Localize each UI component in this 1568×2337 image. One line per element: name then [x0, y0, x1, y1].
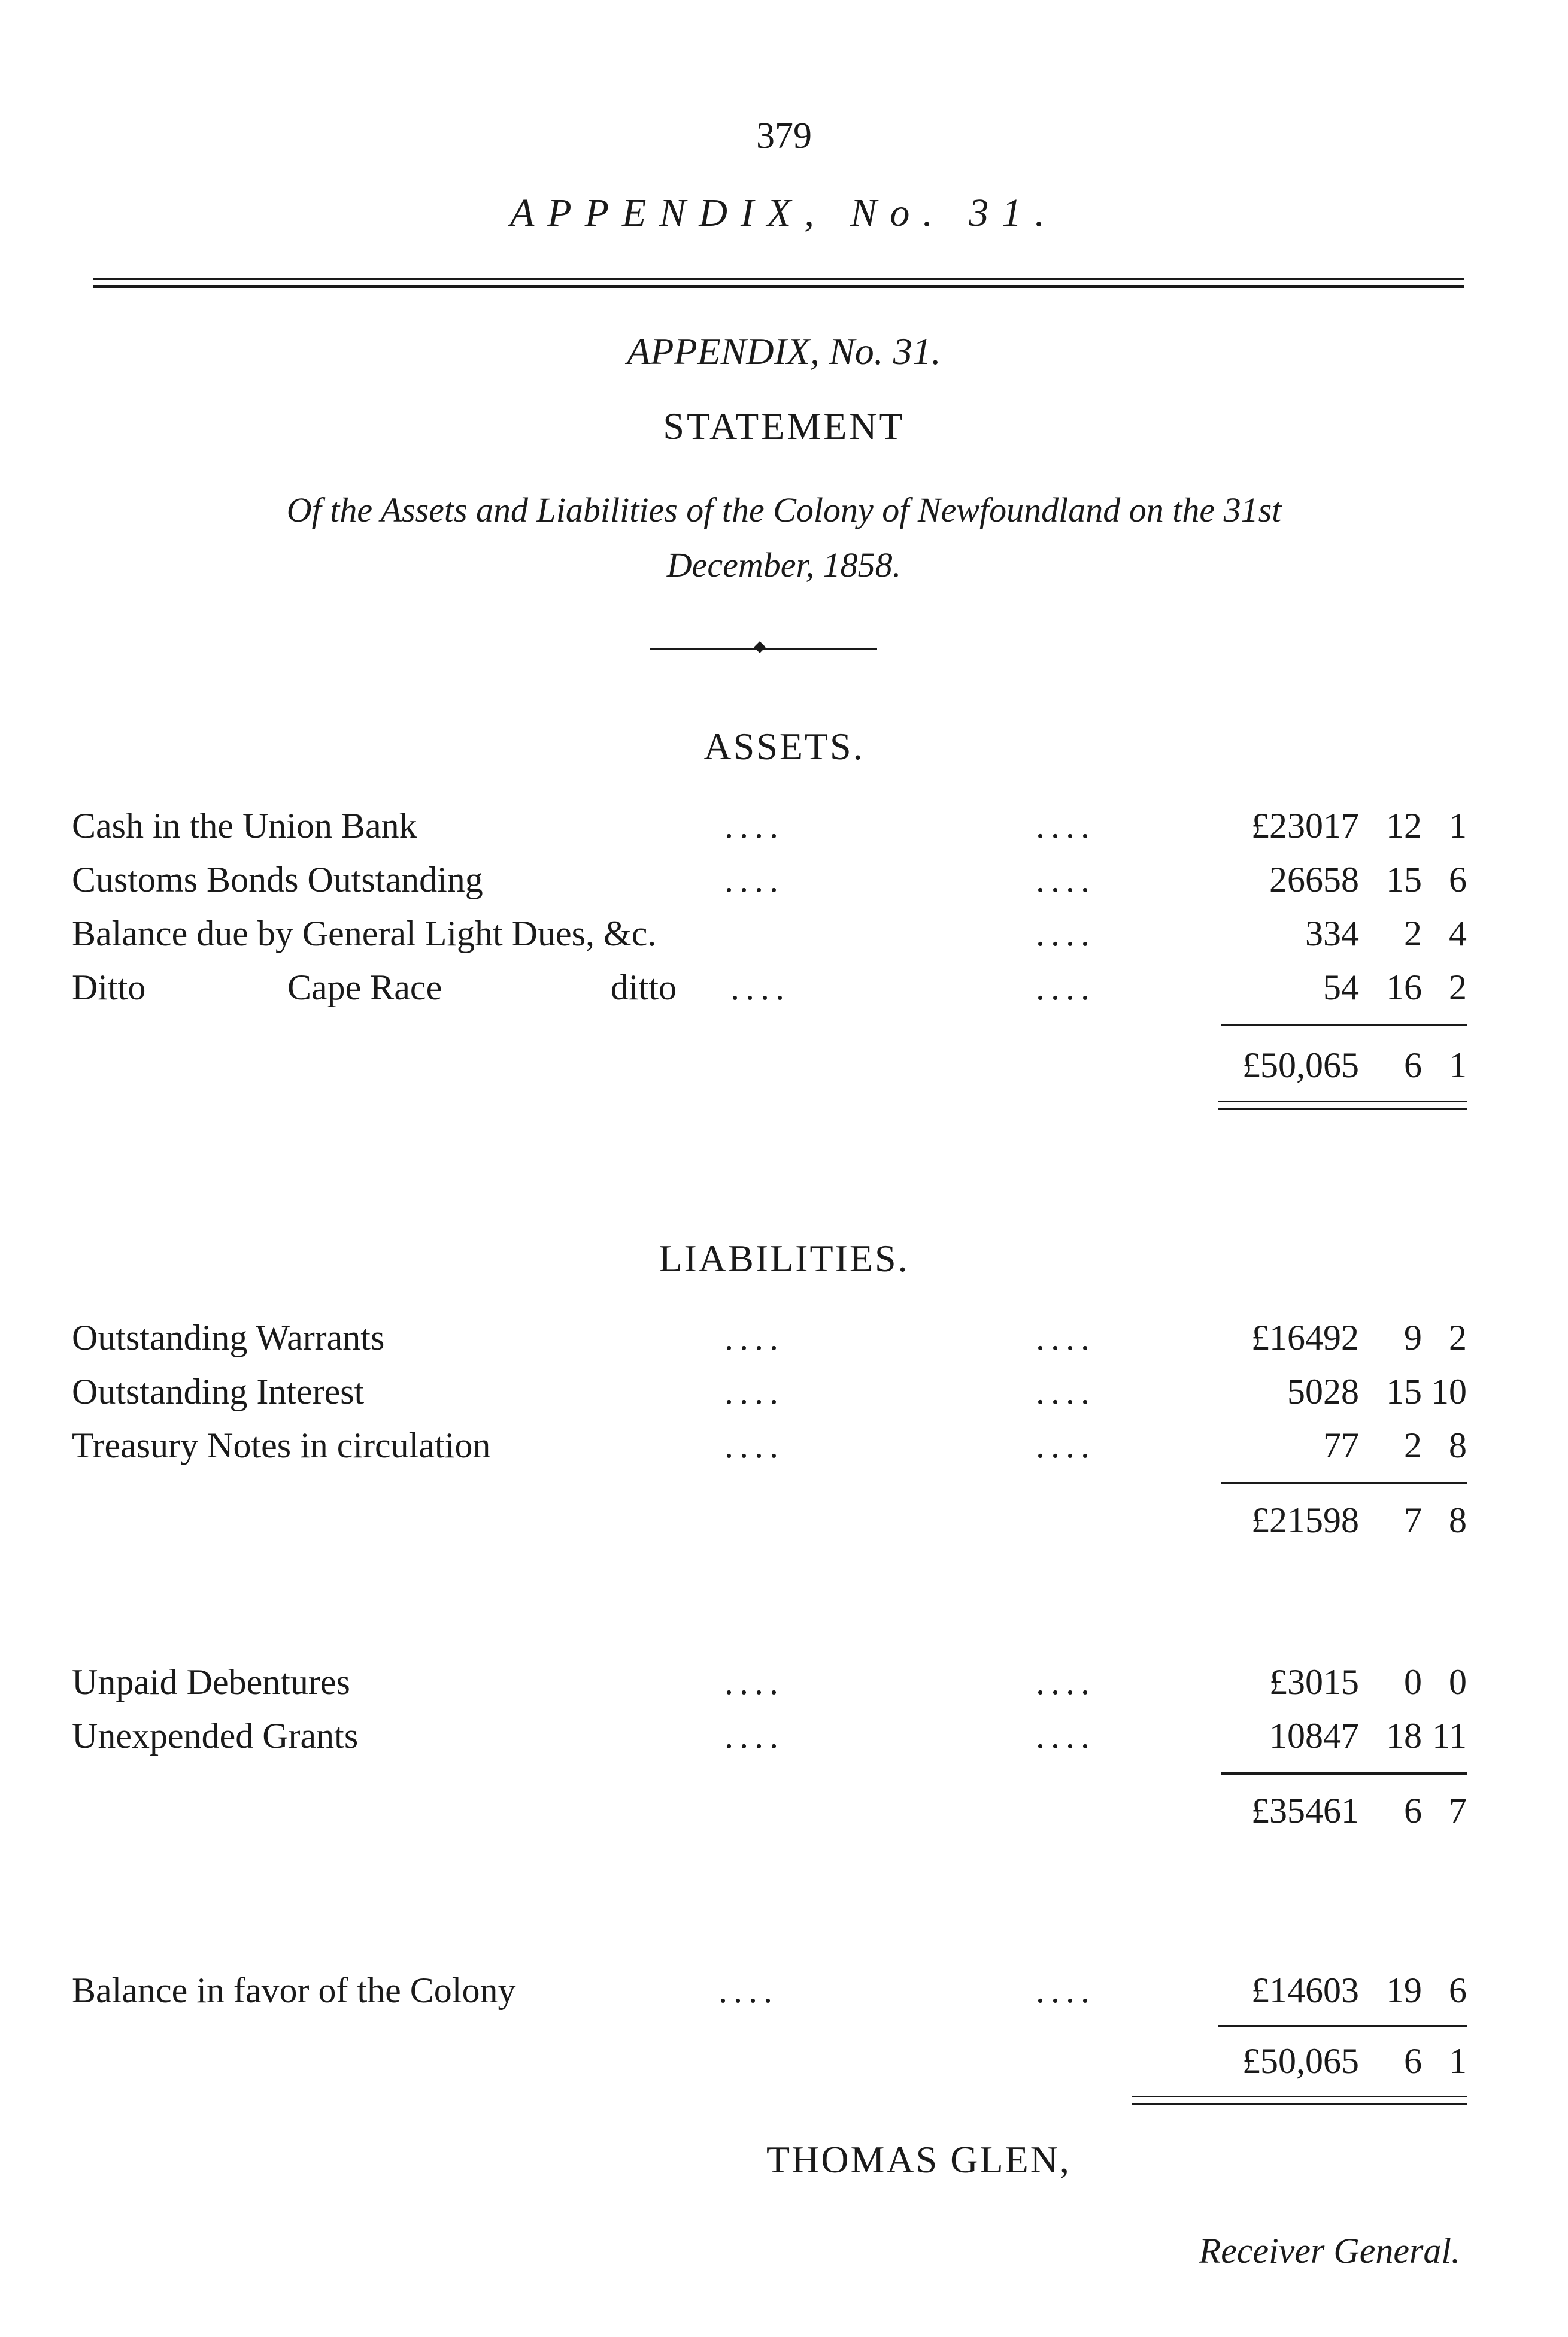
leader-dots: .... — [1036, 968, 1096, 1007]
subtitle-line-1: Of the Assets and Liabilities of the Colony of Newfoundland on the 31st — [286, 490, 1282, 529]
leader-dots: .... — [1036, 914, 1096, 953]
row-pence: 8 — [1449, 1426, 1467, 1465]
leader-dots: .... — [724, 1426, 784, 1465]
row-pence: 0 — [1449, 1662, 1467, 1702]
row-label: Customs Bonds Outstanding — [72, 860, 483, 899]
row-label: Unexpended Grants — [72, 1716, 359, 1756]
row-label-place: Cape Race — [287, 968, 442, 1007]
row-shillings: 0 — [1404, 1662, 1422, 1702]
assets-heading: ASSETS. — [703, 725, 865, 768]
leader-dots: .... — [724, 1372, 784, 1411]
table-row — [72, 859, 1467, 913]
double-rule-bottom — [1218, 1108, 1467, 1110]
leader-dots: .... — [724, 860, 784, 899]
leader-dots: .... — [1036, 1716, 1096, 1756]
row-pounds: 26658 — [1269, 860, 1359, 899]
table-row — [72, 1662, 1467, 1715]
row-pence: 4 — [1449, 914, 1467, 953]
row-label: Cash in the Union Bank — [72, 806, 417, 845]
leader-dots: .... — [1036, 1662, 1096, 1702]
row-pounds: 54 — [1323, 968, 1359, 1007]
leader-dots: .... — [724, 806, 784, 845]
leader-dots: .... — [724, 1662, 784, 1702]
double-rule-bottom — [1132, 2103, 1467, 2105]
statement-subtitle — [120, 483, 1448, 593]
grand-total-shillings: 6 — [1404, 2041, 1422, 2081]
grand-total-row — [72, 2041, 1467, 2094]
balance-row — [72, 1970, 1467, 2024]
row-pounds: £14603 — [1251, 1971, 1359, 2010]
leader-dots: .... — [724, 1318, 784, 1357]
row-pence: 1 — [1449, 806, 1467, 845]
leader-dots: .... — [1036, 806, 1096, 845]
grand-total-pence: 1 — [1449, 2041, 1467, 2081]
subtotal-pence: 8 — [1449, 1501, 1467, 1540]
row-label: Balance in favor of the Colony — [72, 1971, 516, 2010]
signer-name: THOMAS GLEN, — [766, 2138, 1071, 2181]
table-row — [72, 967, 1467, 1021]
sum-rule — [1221, 1772, 1467, 1775]
row-pounds: £23017 — [1251, 806, 1359, 845]
leader-dots: .... — [724, 1716, 784, 1756]
row-label: Outstanding Interest — [72, 1372, 365, 1411]
sum-rule — [1221, 1024, 1467, 1026]
sum-rule — [1218, 2025, 1467, 2027]
leader-dots: .... — [1036, 1426, 1096, 1465]
subtotal-row — [72, 1500, 1467, 1554]
leader-dots: .... — [718, 1971, 778, 2010]
sum-rule — [1221, 1482, 1467, 1484]
row-label: Unpaid Debentures — [72, 1662, 350, 1702]
row-shillings: 2 — [1404, 914, 1422, 953]
leader-dots: .... — [730, 968, 790, 1007]
appendix-title: APPENDIX, No. 31. — [627, 330, 941, 372]
subtotal-pounds: £21598 — [1251, 1501, 1359, 1540]
total-shillings: 6 — [1404, 1791, 1422, 1830]
row-label-ditto: ditto — [611, 968, 677, 1007]
row-pence: 11 — [1432, 1716, 1467, 1756]
total-pence: 1 — [1449, 1045, 1467, 1085]
row-shillings: 16 — [1386, 968, 1422, 1007]
row-shillings: 19 — [1386, 1971, 1422, 2010]
header-rule-top — [93, 278, 1464, 280]
table-row — [72, 805, 1467, 859]
row-label: Balance due by General Light Dues, &c. — [72, 914, 657, 953]
row-label: Outstanding Warrants — [72, 1318, 385, 1357]
row-pence: 2 — [1449, 1318, 1467, 1357]
table-row — [72, 1715, 1467, 1769]
row-pounds: 10847 — [1269, 1716, 1359, 1756]
row-pence: 6 — [1449, 1971, 1467, 2010]
row-shillings: 18 — [1386, 1716, 1422, 1756]
leader-dots: .... — [1036, 1971, 1096, 2010]
page-number: 379 — [756, 116, 812, 156]
row-pence: 2 — [1449, 968, 1467, 1007]
table-row — [72, 1317, 1467, 1371]
row-pounds: 5028 — [1287, 1372, 1359, 1411]
header-rule-bottom — [93, 285, 1464, 288]
row-pounds: 334 — [1305, 914, 1359, 953]
grand-total-pounds: £50,065 — [1242, 2041, 1359, 2081]
total-pounds: £50,065 — [1242, 1045, 1359, 1085]
total-pence: 7 — [1449, 1791, 1467, 1830]
leader-dots: .... — [1036, 1318, 1096, 1357]
row-shillings: 9 — [1404, 1318, 1422, 1357]
row-shillings: 15 — [1386, 1372, 1422, 1411]
row-label: Treasury Notes in circulation — [72, 1426, 491, 1465]
total-shillings: 6 — [1404, 1045, 1422, 1085]
double-rule-top — [1218, 1101, 1467, 1102]
row-shillings: 15 — [1386, 860, 1422, 899]
ornament-diamond-icon — [754, 641, 766, 653]
signer-title: Receiver General. — [1199, 2231, 1460, 2271]
row-label: Ditto — [72, 968, 146, 1007]
row-pounds: £3015 — [1269, 1662, 1359, 1702]
liabilities-heading: LIABILITIES. — [659, 1237, 909, 1280]
running-head: APPENDIX, No. 31. — [510, 191, 1058, 235]
total-row — [72, 1790, 1467, 1844]
total-row — [72, 1045, 1467, 1099]
subtotal-shillings: 7 — [1404, 1501, 1422, 1540]
row-pence: 6 — [1449, 860, 1467, 899]
subtitle-line-2: December, 1858. — [666, 545, 902, 584]
leader-dots: .... — [1036, 1372, 1096, 1411]
table-row — [72, 1371, 1467, 1425]
row-pounds: 77 — [1323, 1426, 1359, 1465]
statement-heading: STATEMENT — [663, 405, 905, 447]
row-shillings: 2 — [1404, 1426, 1422, 1465]
total-pounds: £35461 — [1251, 1791, 1359, 1830]
double-rule-top — [1132, 2096, 1467, 2097]
table-row — [72, 913, 1467, 967]
row-pounds: £16492 — [1251, 1318, 1359, 1357]
leader-dots: .... — [1036, 860, 1096, 899]
row-pence: 10 — [1431, 1372, 1467, 1411]
table-row — [72, 1425, 1467, 1479]
row-shillings: 12 — [1386, 806, 1422, 845]
